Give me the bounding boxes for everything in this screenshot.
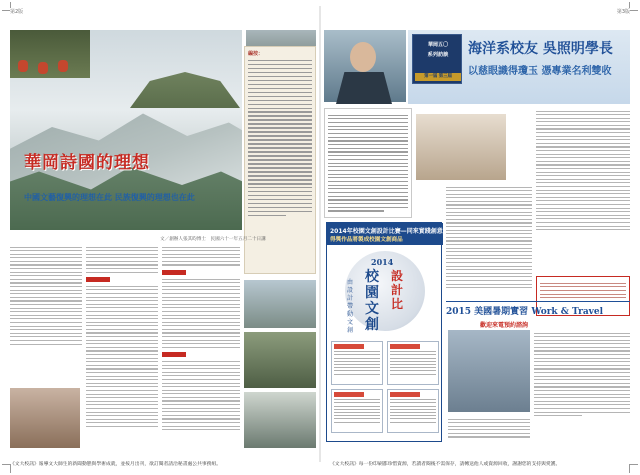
photo-stack bbox=[244, 280, 316, 450]
poster-info-cell bbox=[331, 389, 383, 433]
badge-line1: 華岡五〇 bbox=[427, 42, 448, 48]
right-page bbox=[324, 8, 630, 460]
hero-title: 華岡詩國的理想 bbox=[24, 153, 150, 173]
badge-line2: 系列訪談 bbox=[427, 52, 449, 58]
lantern-roof-photo bbox=[10, 30, 90, 78]
page-gutter bbox=[319, 6, 321, 462]
footer-note: 《文大校訊》報導文大師生的新聞動態與學術成就，並按月出刊，欲訂閱者請洽秘書處公共事務組。 bbox=[10, 462, 222, 467]
badge-ribbon: 第一屆 第三屆 bbox=[415, 73, 461, 81]
section-rule bbox=[446, 301, 630, 302]
poster-year: 2014 bbox=[371, 257, 394, 267]
alumnus-portrait bbox=[324, 30, 406, 102]
award-photo bbox=[416, 114, 506, 180]
page-number: 第2版 bbox=[10, 9, 24, 15]
hero-image bbox=[10, 30, 242, 230]
footer-note: 《文大校訊》每一份印刷都珍惜資源，若讀者閱後不需保存，請轉送他人或資源回收，謝謝您的支持與愛護。 bbox=[330, 462, 561, 467]
work-travel-column bbox=[534, 330, 630, 446]
poster-info-cell bbox=[387, 389, 439, 433]
design-contest-poster bbox=[326, 222, 442, 442]
author-line: 文／創辦人張其昀博士 民國六十一年五月二十日講 bbox=[160, 237, 266, 242]
left-page bbox=[10, 8, 316, 460]
poster-info-cell bbox=[387, 341, 439, 385]
temple-roof-photo bbox=[130, 48, 240, 108]
crop-mark bbox=[629, 2, 638, 11]
poster-vertical-title: 校園文創 bbox=[365, 269, 379, 333]
poster-banner bbox=[327, 223, 443, 245]
poster-vertical-caption: 由設計帶動文創 bbox=[347, 279, 354, 334]
work-travel-photo bbox=[448, 330, 530, 412]
campus-photo bbox=[244, 332, 316, 388]
students-photo bbox=[244, 392, 316, 448]
work-travel-column bbox=[448, 416, 530, 446]
editor-note-text bbox=[248, 60, 312, 217]
editor-note-label: 編按： bbox=[248, 51, 264, 57]
article-column bbox=[86, 244, 158, 430]
article-column bbox=[162, 244, 240, 433]
section-tag bbox=[162, 352, 186, 357]
poster-info-grid bbox=[331, 341, 439, 437]
photo-caption-box bbox=[324, 108, 412, 218]
section-tag bbox=[86, 277, 110, 282]
work-travel-title: 2015 美國暑期實習 Work & Travel bbox=[446, 307, 604, 317]
series-badge bbox=[412, 34, 462, 84]
headline-primary: 海洋系校友 吳照明學長 bbox=[468, 41, 613, 57]
poster-line1: 2014年校園文創設計比賽—同來實踐創意 bbox=[330, 228, 443, 235]
campus-photo bbox=[244, 280, 316, 328]
section-tag bbox=[162, 270, 186, 275]
poster-vertical-title-2: 設計比 bbox=[391, 269, 404, 311]
page-number: 第3版 bbox=[616, 9, 630, 15]
hero-subtitle: 中國文藝復興的理想在此 民族復興的理想也在此 bbox=[24, 192, 195, 202]
crop-mark bbox=[629, 464, 638, 473]
headline-secondary: 以慈眼識得瓊玉 憑專業名利雙收 bbox=[468, 66, 612, 77]
poster-line2: 得獎作品將製成校園文創商品 bbox=[330, 237, 403, 243]
campus-photo bbox=[10, 388, 80, 448]
interview-column bbox=[536, 108, 630, 298]
work-travel-subtitle: 歡迎來電預約諮詢 bbox=[480, 322, 529, 329]
interview-headline bbox=[408, 30, 630, 104]
article-column bbox=[10, 244, 82, 347]
poster-info-cell bbox=[331, 341, 383, 385]
